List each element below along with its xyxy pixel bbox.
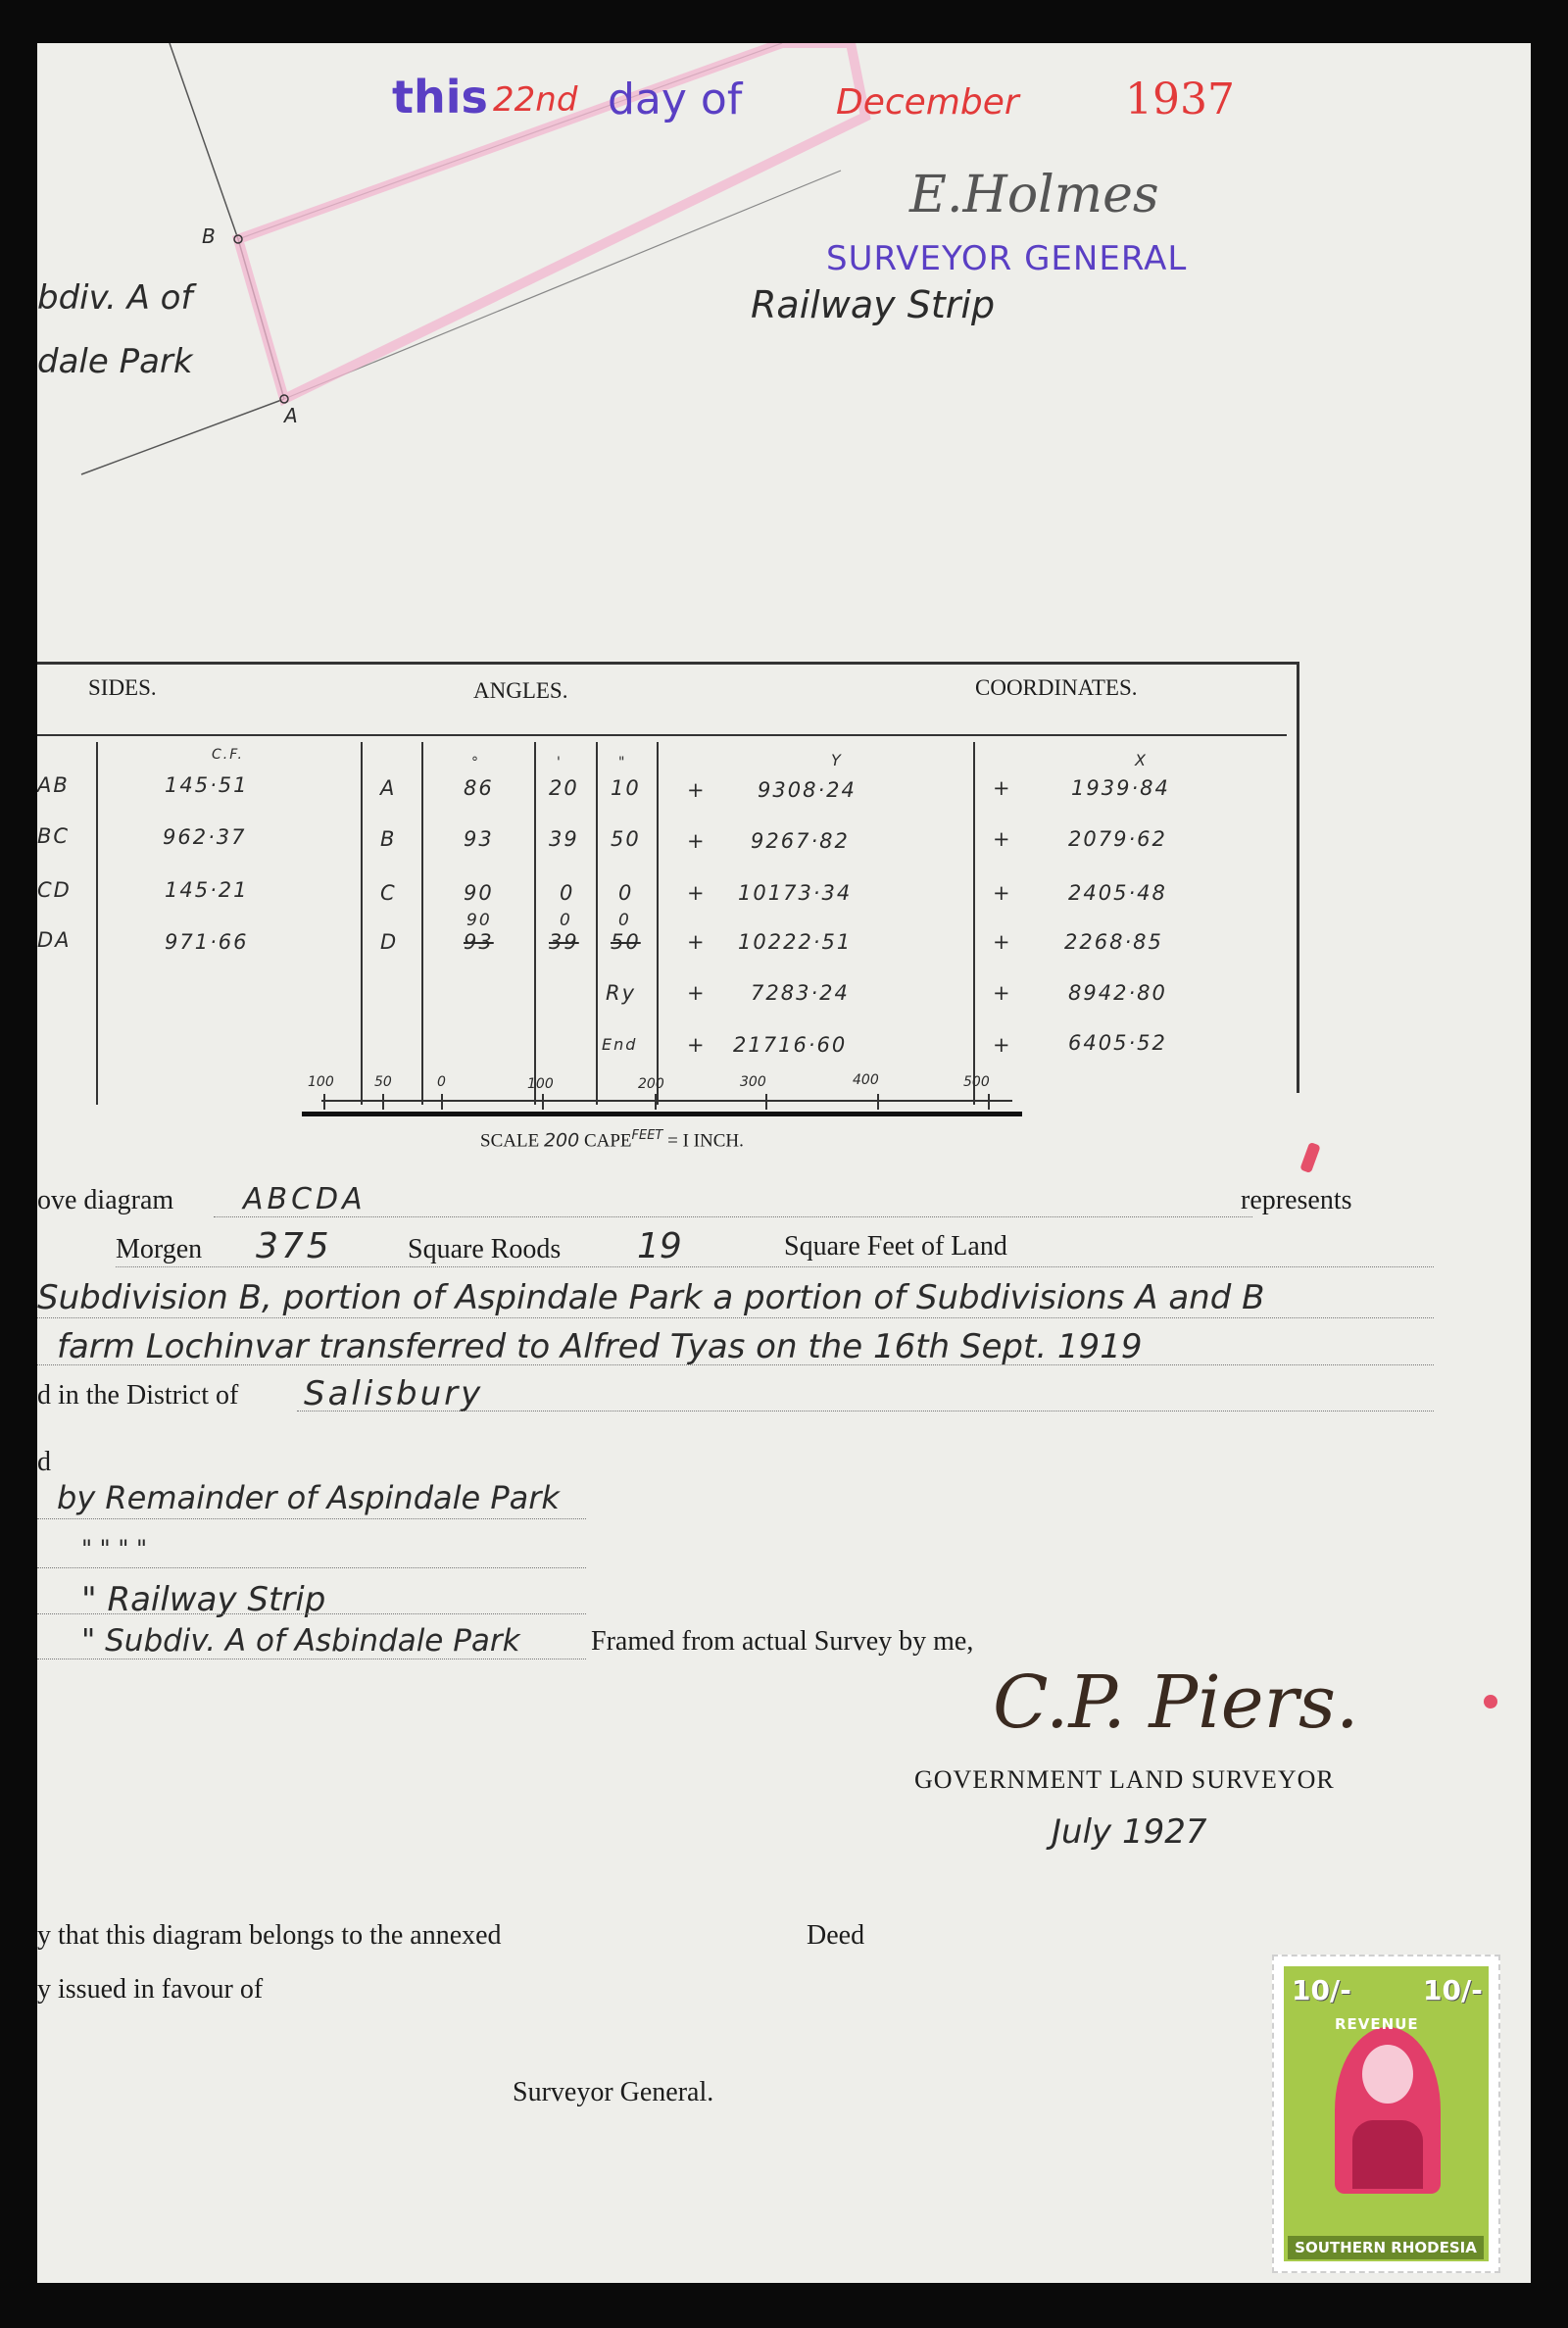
table-cell-point: A — [380, 776, 397, 800]
surveyor-general-signature: E.Holmes — [909, 166, 1159, 224]
table-cell-length: 145·21 — [165, 878, 249, 902]
header-rule — [37, 734, 1287, 736]
point-a-label: A — [284, 404, 298, 427]
morgen-label: Morgen — [116, 1234, 203, 1264]
subdivision-description: Subdivision B, portion of Aspindale Park a portion of Subdivisions A and B — [37, 1278, 1265, 1317]
revenue-stamp — [1272, 1955, 1500, 2273]
scale-tick — [655, 1094, 657, 1110]
red-ink-mark — [1299, 1142, 1321, 1173]
certification-line-2: y issued in favour of — [37, 1974, 264, 2005]
table-cell-xsign: + — [993, 881, 1012, 905]
scale-bar — [302, 1112, 1022, 1116]
red-ink-mark — [1484, 1695, 1497, 1709]
table-cell-deg: 90 — [464, 881, 494, 905]
stamp-value-left: 10/- — [1292, 1974, 1351, 2006]
subheader-sec: " — [618, 755, 627, 770]
header-coordinates: COORDINATES. — [975, 675, 1138, 700]
boundary-4: " Subdiv. A of Asbindale Park — [81, 1623, 520, 1659]
left-label-2: dale Park — [37, 342, 193, 381]
table-cell-point: End — [602, 1035, 638, 1054]
col-line — [973, 742, 975, 1105]
table-cell-min: 20 — [549, 776, 579, 800]
scale-tick-label: 400 — [853, 1072, 879, 1088]
table-cell-deg-correction: 90 — [466, 911, 492, 930]
table-cell-sec: 50 — [611, 930, 641, 954]
roods-value: 19 — [637, 1226, 682, 1266]
table-cell-y: 9267·82 — [751, 829, 850, 853]
scale-tick — [382, 1094, 384, 1110]
survey-date: July 1927 — [1052, 1812, 1207, 1852]
railway-strip-label: Railway Strip — [751, 283, 996, 326]
table-cell-sec: 50 — [611, 827, 641, 851]
dotted-line — [37, 1613, 586, 1614]
scale-tick-label: 200 — [638, 1076, 664, 1092]
square-roods-label: Square Roods — [408, 1234, 562, 1264]
subheader-x: X — [1135, 751, 1148, 769]
surveyor-general-stamp: SURVEYOR GENERAL — [826, 239, 1188, 278]
table-cell-sec: 0 — [618, 881, 634, 905]
scale-tick — [441, 1094, 443, 1110]
table-top-border — [37, 662, 1299, 665]
table-cell-xsign: + — [993, 1033, 1012, 1057]
certification-line-1: y that this diagram belongs to the annexed — [37, 1920, 502, 1951]
table-cell-min-correction: 0 — [560, 911, 572, 930]
table-cell-x: 1939·84 — [1071, 776, 1170, 800]
scale-caption-word: SCALE — [480, 1130, 540, 1152]
stamp-country-text: SOUTHERN RHODESIA — [1288, 2236, 1484, 2259]
table-cell-x: 2405·48 — [1068, 881, 1167, 905]
scale-tick-label: 500 — [963, 1074, 990, 1090]
table-cell-side: DA — [37, 928, 72, 952]
table-cell-deg: 93 — [464, 930, 494, 954]
table-cell-y: 7283·24 — [751, 981, 850, 1005]
line1-prefix: ove diagram — [37, 1185, 174, 1215]
table-cell-deg: 86 — [464, 776, 494, 800]
scale-tick — [323, 1094, 325, 1110]
table-cell-xsign: + — [993, 776, 1012, 800]
col-line — [96, 742, 98, 1105]
diagram-letters: ABCDA — [243, 1182, 367, 1216]
stamp-portrait — [1335, 2027, 1441, 2194]
table-cell-deg: 93 — [464, 827, 494, 851]
table-cell-y: 9308·24 — [758, 778, 857, 802]
col-line — [534, 742, 536, 1105]
scale-tick-label: 0 — [437, 1074, 446, 1090]
subheader-min: ' — [557, 755, 563, 770]
survey-diagram — [37, 43, 1531, 504]
day-number: 22nd — [493, 80, 578, 120]
year: 1937 — [1125, 74, 1235, 124]
scale-tick — [988, 1094, 990, 1110]
table-cell-ysign: + — [687, 829, 707, 853]
col-line — [421, 742, 423, 1105]
table-cell-point: Ry — [606, 981, 637, 1005]
dotted-line — [37, 1567, 586, 1568]
dotted-line — [116, 1266, 1434, 1267]
table-cell-side: BC — [37, 824, 71, 848]
represents-label: represents — [1241, 1185, 1352, 1215]
table-cell-ysign: + — [687, 881, 707, 905]
table-cell-point: B — [380, 827, 397, 851]
header-sides: SIDES. — [88, 675, 157, 700]
scale-tick — [877, 1094, 879, 1110]
scale-tick-label: 100 — [308, 1074, 334, 1090]
table-cell-min: 39 — [549, 930, 579, 954]
dotted-line — [37, 1317, 1434, 1318]
scale-caption-value: 200 — [543, 1129, 580, 1152]
scale-tick-label: 100 — [527, 1076, 554, 1092]
table-cell-xsign: + — [993, 930, 1012, 954]
boundary-2: " " " " — [81, 1535, 148, 1562]
scale-caption-inch: = I INCH. — [667, 1130, 744, 1152]
boundary-3: " Railway Strip — [81, 1580, 326, 1619]
table-right-border — [1297, 662, 1299, 1093]
scale-caption-feet: FEET — [631, 1128, 663, 1143]
district-label: d in the District of — [37, 1380, 239, 1411]
col-line — [596, 742, 598, 1105]
scale-bar-line — [321, 1100, 1012, 1102]
subheader-cf: C.F. — [212, 747, 244, 763]
table-cell-length: 971·66 — [165, 930, 249, 954]
col-line — [361, 742, 363, 1105]
surveyor-general-label: Surveyor General. — [513, 2077, 714, 2107]
bounded-label: d — [37, 1447, 51, 1477]
table-cell-y: 10173·34 — [738, 881, 853, 905]
scale-tick-label: 300 — [740, 1074, 766, 1090]
stamp-value-right: 10/- — [1423, 1974, 1483, 2006]
boundary-line — [170, 43, 238, 239]
this-label: this — [392, 71, 488, 124]
dotted-line — [37, 1518, 586, 1519]
table-cell-length: 145·51 — [165, 773, 249, 797]
subheader-deg: ° — [471, 755, 480, 770]
boundary-1: by Remainder of Aspindale Park — [57, 1479, 560, 1516]
district-value: Salisbury — [304, 1374, 484, 1413]
table-cell-sec: 10 — [611, 776, 641, 800]
table-cell-x: 2268·85 — [1064, 930, 1163, 954]
point-b-label: B — [202, 224, 216, 248]
month: December — [836, 82, 1019, 123]
dotted-line — [214, 1216, 1252, 1217]
transfer-description: farm Lochinvar transferred to Alfred Tyas on the 16th Sept. 1919 — [57, 1327, 1143, 1366]
table-cell-ysign: + — [687, 930, 707, 954]
stamp-uniform — [1352, 2120, 1423, 2189]
stamp-revenue-text: REVENUE — [1335, 2015, 1419, 2033]
government-land-surveyor-title: GOVERNMENT LAND SURVEYOR — [914, 1765, 1335, 1794]
framed-statement: Framed from actual Survey by me, — [591, 1626, 974, 1657]
table-cell-x: 8942·80 — [1068, 981, 1167, 1005]
subheader-y: Y — [831, 751, 843, 769]
table-cell-point: C — [380, 881, 397, 905]
table-cell-side: AB — [37, 773, 70, 797]
table-cell-y: 10222·51 — [738, 930, 853, 954]
deed-label: Deed — [807, 1920, 865, 1951]
boundary-line — [81, 399, 284, 474]
table-cell-side: CD — [37, 878, 72, 902]
scale-caption — [480, 1128, 744, 1152]
table-cell-x: 6405·52 — [1068, 1031, 1167, 1055]
table-cell-ysign: + — [687, 778, 707, 802]
scale-tick — [542, 1094, 544, 1110]
stamp-face — [1362, 2045, 1413, 2104]
land-surveyor-signature: C.P. Piers. — [993, 1660, 1359, 1745]
square-feet-label: Square Feet of Land — [784, 1231, 1007, 1262]
scale-caption-cape: CAPE — [583, 1130, 632, 1152]
table-cell-min: 39 — [549, 827, 579, 851]
table-cell-sec-correction: 0 — [618, 911, 631, 930]
dotted-line — [297, 1411, 1434, 1412]
table-cell-x: 2079·62 — [1068, 827, 1167, 851]
table-cell-xsign: + — [993, 827, 1012, 851]
header-angles: ANGLES. — [473, 678, 568, 703]
day-of-label: day of — [608, 74, 743, 124]
table-cell-min: 0 — [560, 881, 575, 905]
morgen-value: 375 — [256, 1226, 332, 1266]
table-cell-xsign: + — [993, 981, 1012, 1005]
table-cell-ysign: + — [687, 981, 707, 1005]
document-page — [37, 43, 1531, 2283]
scale-tick-label: 50 — [374, 1074, 392, 1090]
col-line — [657, 742, 659, 1105]
table-cell-length: 962·37 — [163, 825, 247, 849]
scale-tick — [765, 1094, 767, 1110]
dotted-line — [37, 1364, 1434, 1365]
table-cell-y: 21716·60 — [733, 1033, 848, 1057]
left-label-1: bdiv. A of — [37, 278, 193, 318]
table-cell-ysign: + — [687, 1033, 707, 1057]
table-cell-point: D — [380, 930, 399, 954]
